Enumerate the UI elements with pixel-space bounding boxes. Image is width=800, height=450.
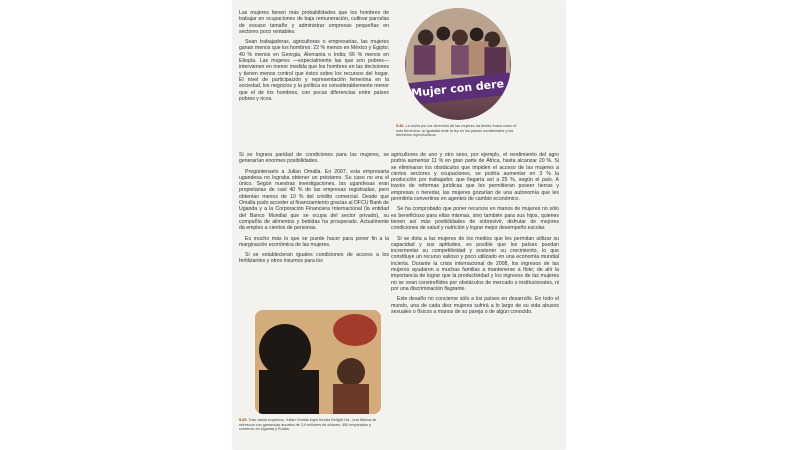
book-page [233, 0, 565, 450]
paragraph: Se ha comprobado que poner recursos en manos de mujeres no sólo es beneficioso para ellas mismas, sino también para sus hijos, quienes tienen así más posibilidades de sobrevivir, disfrutar de mejores condiciones de salud y nutrición y lograr mejor desempeño escolar. [391, 206, 559, 232]
left-column-bottom [239, 152, 389, 269]
paragraph: Si se lograra paridad de condiciones para las mujeres, se generarían enormes posibilidades. [239, 152, 389, 165]
left-column-top [239, 10, 389, 106]
paragraph: Sean trabajadoras, agricultoras o empresarias, las mujeres ganan menos que los hombres: 22 % menos en México y Egipto; 40 % menos en Georgia, Alemania o India; 66 % menos en Etiopía. Las mujeres —especialmente las que son pobres— intervienen en menor medida que los hombres en las decisiones y tienen menos control que éstos sobre los recursos del hogar. El nivel de participación y representación femenina en la sociedad, los negocios y la política es considerablemente menor que el de los hombres, con pocas diferencias entre países pobres y ricos. [239, 39, 389, 102]
portrait-illustration [255, 310, 381, 414]
caption-text: La lucha por los derechos de las mujeres ha tenido frutos como el voto femenino, la igualdad ante la ley en los países occidentales y los derechos reproductivos. [396, 124, 517, 138]
paragraph: Si se establecieran iguales condiciones de acceso a los fertilizantes y otros insumos para los [239, 252, 389, 265]
protest-banner: Mujer con dere [405, 73, 511, 106]
caption-number: 5.29. [239, 418, 248, 422]
paragraph: Si se dota a las mujeres de los medios que les permitan utilizar su capacidad y sus aptitudes, es posible que los países puedan incrementar su competitividad y sostener su crecimiento, lo que constituye un recurso valioso y poco utilizado en una economía mundial incierta. Durante la crisis internacional de 2008, los ingresos de las mujeres ayudaron a muchas familias a mantenerse a flote; de ahí la importancia de lograr que la productividad y los ingresos de las mujeres no se vean constreñidos por obstáculos de mercado o institucionales, ni por una discriminación flagrante. [391, 235, 559, 292]
protest-photo [405, 8, 511, 120]
omalla-photo [255, 310, 381, 414]
top-photo-caption [396, 124, 521, 138]
right-column [391, 152, 559, 319]
paragraph: Las mujeres tienen más probabilidades que los hombres de trabajar en ocupaciones de baja remuneración, cultivar parcelas de escaso tamaño y administrar empresas pequeñas en sectores poco rentables. [239, 10, 389, 35]
paragraph: agricultores de uno y otro sexo, por ejemplo, el rendimiento del agro podría aumentar 11 % en gran parte de África, hasta alcanzar 20 %. Si se eliminaran los obstáculos que impiden el acceso de las mujeres a ciertos sectores y ocupaciones, se podría aumentar en 3 % la producción por trabajador, que llegaría así a 25 %, según el país. A través de reformas jurídicas que les permitieran poseer tierras y empresas o heredar, las mujeres gozarían de una autonomía que les permitiría convertirse en agentes de cambio económico. [391, 152, 559, 203]
paragraph: Este desafío no concierne sólo a los países en desarrollo. En todo el mundo, una de cada diez mujeres sufrirá a lo largo de su vida abusos sexuales o físicos a manos de su pareja o de algún conocido. [391, 296, 559, 315]
caption-number: 5.30. [396, 124, 405, 128]
caption-text: Tras varios tropiezos, Julian Omalla logró fundar Delight Ltd., una fábrica de refrescos con ganancias anuales de 3,9 millones de dólares, 450 empleados y comercio en Uganda y Sudán. [239, 418, 377, 432]
paragraph: Pregúntenselo a Julian Omalla. En 2007, esta empresaria ugandesa no lograba obtener un préstamo. Su caso no era el único. Según nuestras investigaciones, las ugandesas eran propietarias de casi 40 % de las empresas registradas, pero obtenían menos de 10 % del crédito comercial. Desde que Omalla pudo acceder al financiamiento gracias al DFCU Bank de Uganda y a la Corporación Financiera Internacional (la entidad del Banco Mundial que se ocupa del sector privado), su compañía de alimentos y bebidas ha prosperado. Actualmente da empleo a cientos de personas. [239, 168, 389, 232]
bottom-photo-caption [239, 418, 379, 432]
paragraph: Es mucho más lo que se puede hacer para poner fin a la marginación económica de las mujeres. [239, 235, 389, 248]
